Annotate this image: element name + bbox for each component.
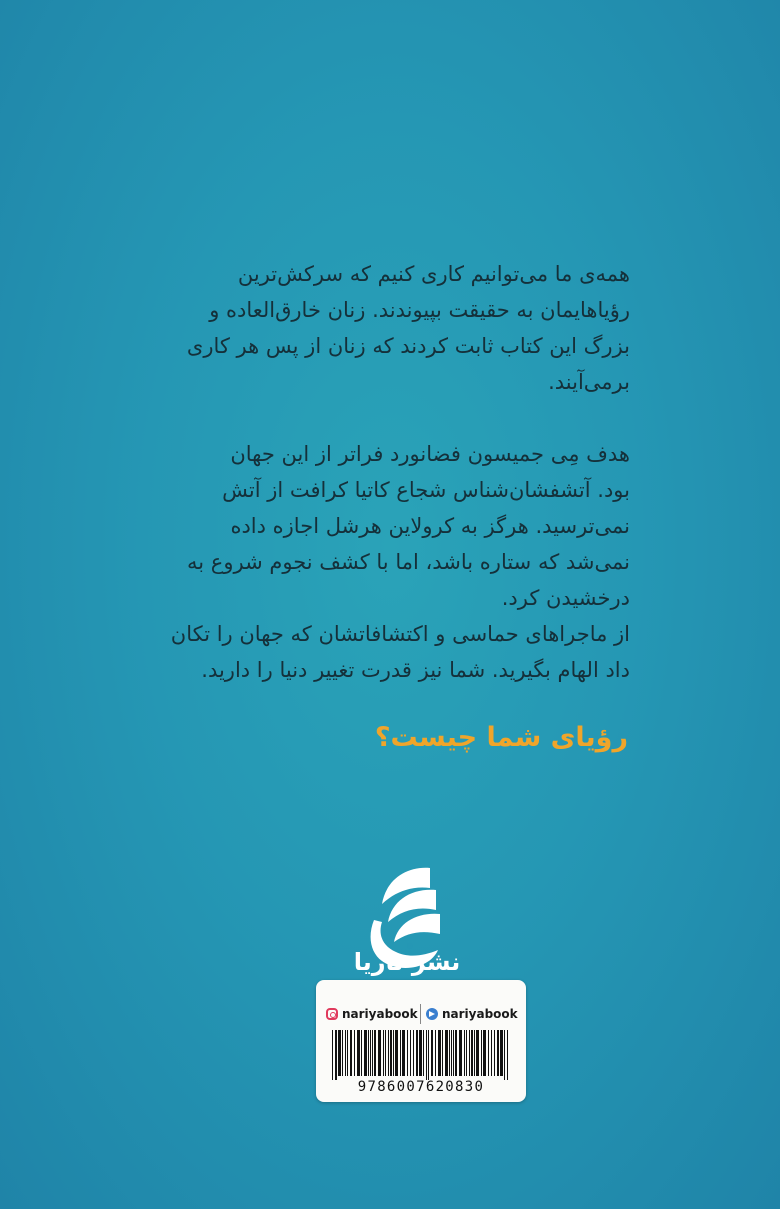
barcode-bar (488, 1030, 489, 1076)
blurb-line: درخشیدن کرد. (501, 586, 630, 610)
barcode-bar (378, 1030, 381, 1076)
barcode-bar (453, 1030, 454, 1076)
barcode-bar (383, 1030, 384, 1076)
instagram-handle-text: nariyabook (342, 1007, 418, 1021)
barcode-bar (372, 1030, 373, 1076)
barcode-bar (368, 1030, 369, 1076)
telegram-handle-text: nariyabook (442, 1007, 518, 1021)
barcode-bar (350, 1030, 352, 1076)
blurb-line: هدف مِی جمیسون فضانورد فراتر از این جهان (230, 442, 630, 466)
barcode-bar (393, 1030, 394, 1076)
blurb-line: رؤیاهایمان به حقیقت بپیوندند. زنان خارق‌العاده و (209, 298, 630, 322)
isbn-label (316, 980, 526, 1102)
barcode-bar (338, 1030, 341, 1076)
isbn-number: 9786007620830 (357, 1079, 485, 1095)
barcode-bar (347, 1030, 348, 1076)
barcode-bar (407, 1030, 408, 1076)
barcode-bar (410, 1030, 411, 1076)
barcode-bar (459, 1030, 462, 1076)
barcode-bar (451, 1030, 452, 1076)
barcode-bar (449, 1030, 450, 1076)
barcode-bar (423, 1030, 424, 1076)
barcode-bar (335, 1030, 337, 1080)
barcode-bar (466, 1030, 467, 1076)
blurb-line: نمی‌ترسید. هرگز به کرولاین هرشل اجازه داده (230, 514, 630, 538)
instagram-handle[interactable] (326, 1006, 418, 1022)
barcode-bar (435, 1030, 436, 1076)
blurb-line: از ماجراهای حماسی و اکتشافاتشان که جهان را تکان (170, 622, 630, 646)
barcode-bar (361, 1030, 362, 1076)
barcode-bar (419, 1030, 422, 1076)
barcode-bar (402, 1030, 405, 1076)
barcode-bar (438, 1030, 441, 1076)
blurb-line: بود. آتشفشان‌شناس شجاع کاتیا کرافت از آتش (222, 478, 630, 502)
barcode-bar (354, 1030, 355, 1076)
blurb-paragraph-2 (160, 436, 630, 688)
barcode-bar (332, 1030, 333, 1080)
barcode-bar (500, 1030, 503, 1076)
publisher-logo-text: نشر ناریا (353, 948, 461, 976)
barcode-bar (442, 1030, 443, 1076)
barcode-bar (385, 1030, 386, 1076)
barcode-bar (504, 1030, 505, 1080)
barcode-bar (390, 1030, 392, 1076)
barcode-bar (345, 1030, 346, 1076)
barcode-bar (483, 1030, 486, 1076)
barcode-bar (476, 1030, 479, 1076)
barcode-bar (469, 1030, 470, 1076)
divider (420, 1004, 421, 1024)
barcode (330, 1030, 512, 1080)
barcode-bar (426, 1030, 427, 1080)
barcode-bar (464, 1030, 465, 1076)
barcode-bar (357, 1030, 360, 1076)
blurb-line: بزرگ این کتاب ثابت کردند که زنان از پس هر کاری (186, 334, 630, 358)
barcode-bar (497, 1030, 499, 1076)
instagram-icon (326, 1008, 338, 1020)
barcode-bar (474, 1030, 475, 1076)
blurb-paragraph-1 (160, 256, 630, 400)
telegram-icon (426, 1008, 438, 1020)
barcode-bar (364, 1030, 367, 1076)
barcode-bar (400, 1030, 401, 1076)
barcode-bar (342, 1030, 343, 1076)
blurb-line: داد الهام بگیرید. شما نیز قدرت تغییر دنیا را دارید. (201, 658, 630, 682)
tagline-question: رؤیای شما چیست؟ (374, 722, 628, 753)
barcode-bar (431, 1030, 433, 1076)
barcode-bar (395, 1030, 398, 1076)
blurb-line: همه‌ی ما می‌توانیم کاری کنیم که سرکش‌ترین (237, 262, 630, 286)
barcode-bar (481, 1030, 482, 1076)
barcode-bar (445, 1030, 448, 1076)
barcode-bar (413, 1030, 414, 1076)
barcode-bar (491, 1030, 492, 1076)
barcode-bar (388, 1030, 389, 1076)
barcode-bar (428, 1030, 429, 1080)
barcode-bar (494, 1030, 495, 1076)
blurb-line: برمی‌آیند. (548, 370, 630, 394)
barcode-bar (455, 1030, 457, 1076)
barcode-bar (507, 1030, 508, 1080)
barcode-bar (416, 1030, 418, 1076)
barcode-bar (471, 1030, 473, 1076)
barcode-bar (370, 1030, 371, 1076)
blurb-line: نمی‌شد که ستاره باشد، اما با کشف نجوم شروع به (187, 550, 630, 574)
telegram-handle[interactable] (426, 1006, 518, 1022)
barcode-bar (374, 1030, 376, 1076)
